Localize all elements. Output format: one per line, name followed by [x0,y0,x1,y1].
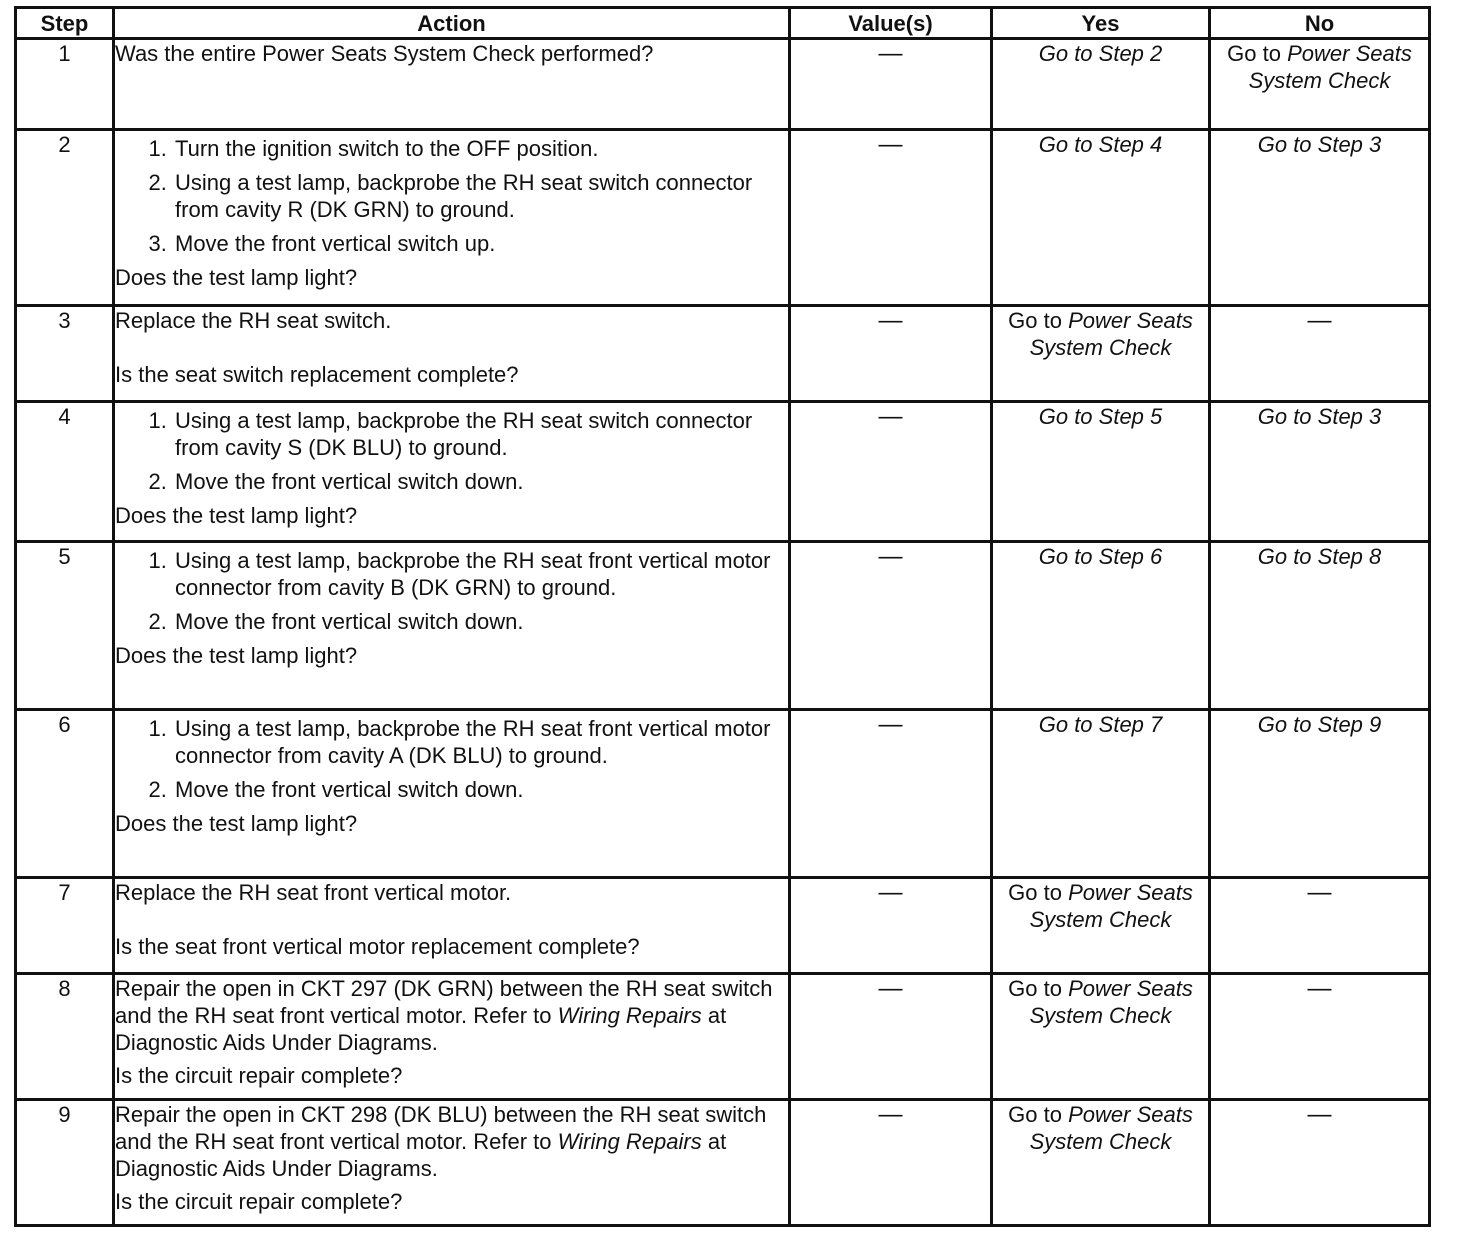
action-cell [114,542,790,710]
action-step-item: 2. Move the front vertical switch down. [173,468,788,495]
no-cell: — [1210,974,1430,1100]
yes-text: Go to Step 6 [1038,544,1163,569]
action-cell [114,1100,790,1226]
value-cell: — [790,39,992,130]
yes-text-plain: Go to [1008,308,1069,333]
yes-text: Go to Step 7 [1038,712,1163,737]
step-number: 3 [16,306,114,402]
no-cell [1210,39,1430,130]
action-intro: Replace the RH seat switch. [115,308,392,333]
no-cell [1210,542,1430,710]
no-text: Go to Step 3 [1257,404,1382,429]
action-step-item: 2. Move the front vertical switch down. [173,776,788,803]
value-cell: — [790,878,992,974]
value-cell: — [790,710,992,878]
value-cell: — [790,542,992,710]
no-cell: — [1210,306,1430,402]
action-intro [115,1101,788,1182]
yes-cell [992,974,1210,1100]
header-no: No [1210,8,1430,39]
no-cell: — [1210,878,1430,974]
step-number: 2 [16,130,114,306]
action-question: Does the test lamp light? [115,643,358,668]
yes-text-plain: Go to [1008,880,1069,905]
table-row-step-1 [16,39,1430,130]
no-cell [1210,130,1430,306]
yes-text-italic: Power Seats System Check [1029,880,1193,932]
yes-cell [992,710,1210,878]
step-number: 7 [16,878,114,974]
step-number: 4 [16,402,114,542]
yes-cell [992,130,1210,306]
header-values: Value(s) [790,8,992,39]
step-number: 5 [16,542,114,710]
step-number: 6 [16,710,114,878]
action-step-item: 1. Using a test lamp, backprobe the RH seat front vertical motor connector from cavity B (DK GRN) to ground. [173,547,788,601]
table-row-step-6 [16,710,1430,878]
action-question: Does the test lamp light? [115,265,358,290]
action-cell [114,402,790,542]
no-cell [1210,402,1430,542]
no-text: Go to Step 9 [1257,712,1382,737]
yes-cell [992,1100,1210,1226]
step-number: 1 [16,39,114,130]
no-cell [1210,710,1430,878]
action-step-item: 2. Using a test lamp, backprobe the RH seat switch connector from cavity R (DK GRN) to ground. [173,169,788,223]
table-row-step-5 [16,542,1430,710]
no-text: Go to Step 8 [1257,544,1382,569]
diagnostic-table-container [14,6,1428,1227]
action-question: Does the test lamp light? [115,503,358,528]
yes-text-plain: Go to [1008,976,1069,1001]
action-question: Is the circuit repair complete? [115,1189,403,1214]
header-yes: Yes [992,8,1210,39]
yes-text-italic: Power Seats System Check [1029,976,1193,1028]
table-row-step-4 [16,402,1430,542]
action-cell [114,710,790,878]
spacer [115,334,788,361]
action-step-item: 2. Move the front vertical switch down. [173,608,788,635]
action-cell [114,878,790,974]
yes-text: Go to Step 5 [1038,404,1163,429]
no-cell: — [1210,1100,1430,1226]
intro-italic: Wiring Repairs [557,1129,702,1154]
no-text: Go to Step 3 [1257,132,1382,157]
action-steps-list [115,715,788,803]
step-number: 8 [16,974,114,1100]
table-row-step-2 [16,130,1430,306]
intro-text-end: at Diagnostic Aids Under Diagrams. [115,1129,727,1181]
action-question: Is the seat front vertical motor replacement complete? [115,934,640,959]
table-row-step-3 [16,306,1430,402]
value-cell: — [790,130,992,306]
yes-text-italic: Power Seats System Check [1029,308,1193,360]
yes-cell [992,878,1210,974]
yes-text-plain: Go to [1008,1102,1069,1127]
step-number: 9 [16,1100,114,1226]
yes-text-italic: Power Seats System Check [1029,1102,1193,1154]
action-step-item: 1. Turn the ignition switch to the OFF position. [173,135,788,162]
action-cell [114,130,790,306]
yes-text: Go to Step 2 [1038,41,1163,66]
spacer [115,906,788,933]
action-step-item: 1. Using a test lamp, backprobe the RH seat switch connector from cavity S (DK BLU) to ground. [173,407,788,461]
diagnostic-table [14,6,1431,1227]
yes-cell [992,542,1210,710]
header-step: Step [16,8,114,39]
yes-cell [992,39,1210,130]
value-cell: — [790,974,992,1100]
action-steps-list [115,407,788,495]
value-cell: — [790,1100,992,1226]
action-intro: Replace the RH seat front vertical motor. [115,880,512,905]
action-steps-list [115,135,788,257]
table-row-step-7 [16,878,1430,974]
header-action: Action [114,8,790,39]
intro-text-end: at Diagnostic Aids Under Diagrams. [115,1003,727,1055]
action-step-item: 1. Using a test lamp, backprobe the RH seat front vertical motor connector from cavity A (DK BLU) to ground. [173,715,788,769]
header-row [16,8,1430,39]
intro-italic: Wiring Repairs [557,1003,702,1028]
action-step-item: 3. Move the front vertical switch up. [173,230,788,257]
value-cell: — [790,306,992,402]
action-question: Does the test lamp light? [115,811,358,836]
action-cell [114,306,790,402]
yes-cell [992,402,1210,542]
table-row-step-9 [16,1100,1430,1226]
no-text-plain: Go to [1227,41,1288,66]
action-cell [114,39,790,130]
intro-text: Repair the open in CKT 297 (DK GRN) between the RH seat switch and the RH seat front vertical motor. Refer to [115,976,773,1028]
action-question: Is the seat switch replacement complete? [115,362,519,387]
no-text-italic: Power Seats System Check [1248,41,1412,93]
action-steps-list [115,547,788,635]
yes-text: Go to Step 4 [1038,132,1163,157]
table-row-step-8 [16,974,1430,1100]
action-intro [115,975,788,1056]
action-cell [114,974,790,1100]
yes-cell [992,306,1210,402]
action-question: Is the circuit repair complete? [115,1063,403,1088]
value-cell: — [790,402,992,542]
intro-text: Repair the open in CKT 298 (DK BLU) between the RH seat switch and the RH seat front vertical motor. Refer to [115,1102,767,1154]
action-intro: Was the entire Power Seats System Check performed? [115,41,654,66]
